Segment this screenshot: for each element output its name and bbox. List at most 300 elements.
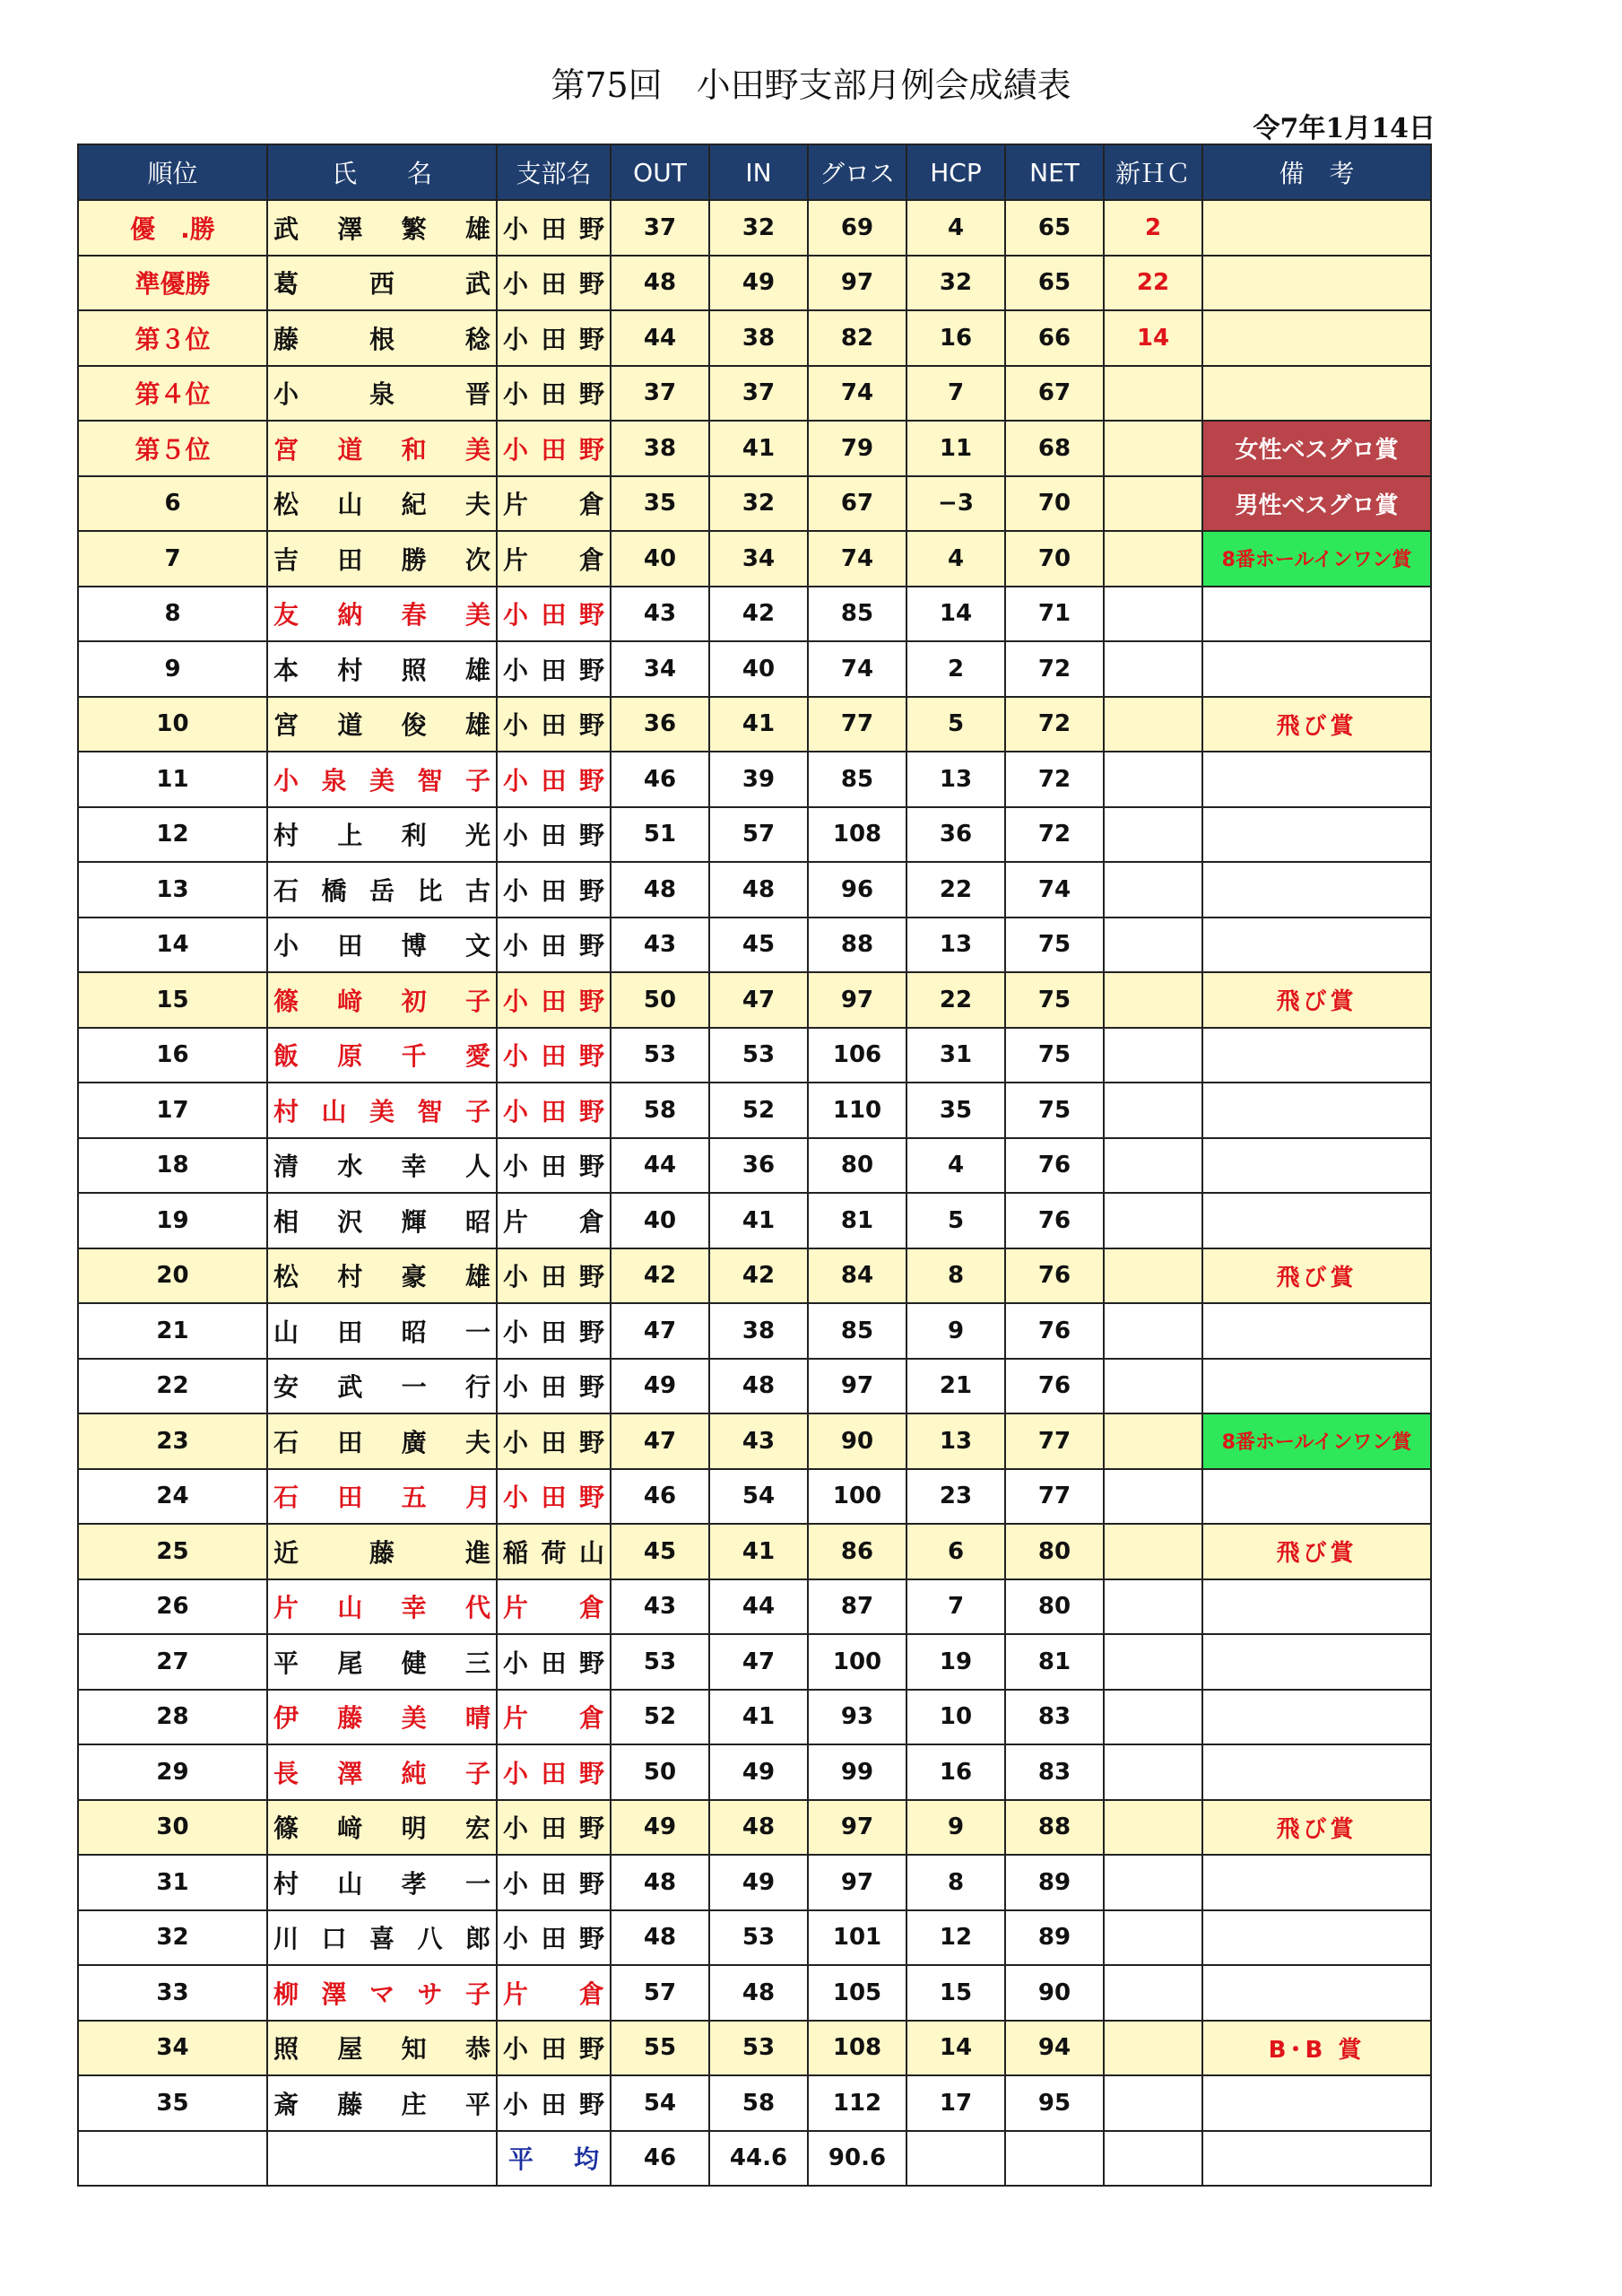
net-score: 76 [1005,1248,1104,1304]
rank-cell: 7 [78,531,267,587]
handicap: 22 [906,862,1005,918]
out-score: 37 [611,200,709,256]
net-score: 94 [1005,2021,1104,2076]
new-handicap [1104,1965,1202,2021]
table-row [78,1028,1431,1083]
average-blank-remark [1202,2131,1431,2187]
player-name: 藤 根 稔 [267,310,497,366]
net-score: 90 [1005,1965,1104,2021]
net-score: 80 [1005,1524,1104,1579]
in-score: 47 [709,1634,808,1690]
handicap: 14 [906,2021,1005,2076]
header-gross: グロス [808,144,906,200]
net-score: 72 [1005,752,1104,807]
player-name: 松 山 紀 夫 [267,476,497,532]
net-score: 89 [1005,1910,1104,1966]
remark: 飛び賞 [1202,697,1431,752]
gross-score: 100 [808,1634,906,1690]
out-score: 51 [611,807,709,863]
gross-score: 79 [808,421,906,476]
new-handicap [1104,366,1202,422]
remark [1202,807,1431,863]
table-row [78,1524,1431,1579]
in-score: 48 [709,1800,808,1856]
net-score: 95 [1005,2075,1104,2131]
new-handicap [1104,587,1202,642]
net-score: 66 [1005,310,1104,366]
remark [1202,1469,1431,1525]
net-score: 80 [1005,1579,1104,1635]
gross-score: 74 [808,366,906,422]
player-name: 武 澤 繁 雄 [267,200,497,256]
in-score: 36 [709,1138,808,1194]
remark [1202,2075,1431,2131]
new-handicap [1104,807,1202,863]
in-score: 32 [709,200,808,256]
net-score: 76 [1005,1359,1104,1414]
new-handicap [1104,421,1202,476]
player-name: 葛 西 武 [267,256,497,311]
results-table [77,144,1432,2187]
out-score: 53 [611,1634,709,1690]
remark [1202,310,1431,366]
gross-score: 77 [808,697,906,752]
header-rank: 順位 [78,144,267,200]
player-name: 村 山 美 智 子 [267,1083,497,1138]
table-row [78,1800,1431,1856]
table-row [78,697,1431,752]
branch-name: 小田野 [497,641,611,697]
new-handicap [1104,1855,1202,1910]
gross-score: 80 [808,1138,906,1194]
average-blank-hcp [906,2131,1005,2187]
gross-score: 108 [808,2021,906,2076]
handicap: 14 [906,587,1005,642]
gross-score: 85 [808,587,906,642]
gross-score: 69 [808,200,906,256]
new-handicap [1104,1690,1202,1745]
branch-name: 片倉 [497,1690,611,1745]
table-row [78,641,1431,697]
rank-cell: 準優勝 [78,256,267,311]
branch-name: 小田野 [497,310,611,366]
gross-score: 81 [808,1193,906,1248]
remark [1202,1138,1431,1194]
net-score: 72 [1005,697,1104,752]
gross-score: 97 [808,972,906,1028]
remark [1202,1193,1431,1248]
net-score: 72 [1005,807,1104,863]
report-date: 令7年1月14日 [1253,113,1436,144]
out-score: 40 [611,1193,709,1248]
in-score: 52 [709,1083,808,1138]
player-name: 吉 田 勝 次 [267,531,497,587]
handicap: 35 [906,1083,1005,1138]
average-in: 44.6 [709,2131,808,2187]
net-score: 65 [1005,256,1104,311]
branch-name: 小田野 [497,1413,611,1469]
handicap: 31 [906,1028,1005,1083]
player-name: 川 口 喜 八 郎 [267,1910,497,1966]
branch-name: 片倉 [497,1965,611,2021]
player-name: 斎 藤 庄 平 [267,2075,497,2131]
rank-cell: 11 [78,752,267,807]
player-name: 照 屋 知 恭 [267,2021,497,2076]
in-score: 53 [709,1910,808,1966]
in-score: 42 [709,1248,808,1304]
remark [1202,1855,1431,1910]
rank-cell: 35 [78,2075,267,2131]
new-handicap [1104,641,1202,697]
out-score: 48 [611,1910,709,1966]
rank-cell: 22 [78,1359,267,1414]
net-score: 72 [1005,641,1104,697]
table-row [78,1579,1431,1635]
rank-cell: 9 [78,641,267,697]
header-row [78,144,1431,200]
net-score: 81 [1005,1634,1104,1690]
remark [1202,1028,1431,1083]
out-score: 52 [611,1690,709,1745]
rank-cell: 33 [78,1965,267,2021]
handicap: 4 [906,200,1005,256]
handicap: 4 [906,1138,1005,1194]
out-score: 43 [611,1579,709,1635]
player-name: 山 田 昭 一 [267,1303,497,1359]
player-name: 友 納 春 美 [267,587,497,642]
table-row [78,1413,1431,1469]
net-score: 68 [1005,421,1104,476]
handicap: 13 [906,752,1005,807]
branch-name: 小田野 [497,1248,611,1304]
gross-score: 99 [808,1744,906,1800]
branch-name: 小田野 [497,366,611,422]
table-row [78,1083,1431,1138]
new-handicap [1104,1303,1202,1359]
handicap: 12 [906,1910,1005,1966]
table-row [78,1303,1431,1359]
rank-cell: 16 [78,1028,267,1083]
header-in: IN [709,144,808,200]
out-score: 53 [611,1028,709,1083]
table-row [78,807,1431,863]
handicap: 2 [906,641,1005,697]
net-score: 75 [1005,1083,1104,1138]
remark [1202,1910,1431,1966]
net-score: 83 [1005,1744,1104,1800]
branch-name: 小田野 [497,697,611,752]
remark [1202,587,1431,642]
header-name: 氏 名 [267,144,497,200]
player-name: 小 泉 晋 [267,366,497,422]
out-score: 34 [611,641,709,697]
out-score: 43 [611,918,709,973]
net-score: 88 [1005,1800,1104,1856]
remark [1202,1083,1431,1138]
out-score: 50 [611,1744,709,1800]
player-name: 石 橋 岳 比 古 [267,862,497,918]
in-score: 37 [709,366,808,422]
rank-cell: 23 [78,1413,267,1469]
gross-score: 74 [808,641,906,697]
rank-cell: 27 [78,1634,267,1690]
new-handicap [1104,972,1202,1028]
handicap: 10 [906,1690,1005,1745]
in-score: 41 [709,1524,808,1579]
table-row [78,421,1431,476]
new-handicap [1104,1744,1202,1800]
in-score: 47 [709,972,808,1028]
branch-name: 小田野 [497,421,611,476]
out-score: 50 [611,972,709,1028]
rank-cell: 10 [78,697,267,752]
branch-name: 小田野 [497,1359,611,1414]
player-name: 篠 﨑 明 宏 [267,1800,497,1856]
in-score: 40 [709,641,808,697]
handicap: 13 [906,1413,1005,1469]
branch-name: 片倉 [497,1193,611,1248]
in-score: 49 [709,256,808,311]
rank-cell: 14 [78,918,267,973]
table-row [78,1469,1431,1525]
table-row [78,310,1431,366]
table-row [78,476,1431,532]
rank-cell: 6 [78,476,267,532]
page-title: 第75回 小田野支部月例会成績表 [551,65,1071,105]
remark: 男性ベスグロ賞 [1202,476,1431,532]
in-score: 48 [709,862,808,918]
branch-name: 小田野 [497,752,611,807]
new-handicap [1104,1359,1202,1414]
branch-name: 小田野 [497,1469,611,1525]
table-row [78,1359,1431,1414]
out-score: 42 [611,1248,709,1304]
player-name: 伊 藤 美 晴 [267,1690,497,1745]
player-name: 清 水 幸 人 [267,1138,497,1194]
new-handicap [1104,752,1202,807]
out-score: 49 [611,1359,709,1414]
branch-name: 小田野 [497,1303,611,1359]
rank-cell: 17 [78,1083,267,1138]
table-row [78,1248,1431,1304]
new-handicap [1104,1800,1202,1856]
new-handicap [1104,1910,1202,1966]
out-score: 44 [611,1138,709,1194]
out-score: 46 [611,1469,709,1525]
branch-name: 小田野 [497,918,611,973]
in-score: 41 [709,421,808,476]
in-score: 44 [709,1579,808,1635]
rank-cell: 優 .勝 [78,200,267,256]
remark [1202,200,1431,256]
table-row [78,2075,1431,2131]
remark [1202,752,1431,807]
new-handicap [1104,1193,1202,1248]
remark [1202,1744,1431,1800]
gross-score: 97 [808,1855,906,1910]
remark [1202,1579,1431,1635]
table-row [78,1965,1431,2021]
player-name: 安 武 一 行 [267,1359,497,1414]
rank-cell: 13 [78,862,267,918]
net-score: 75 [1005,918,1104,973]
player-name: 片 山 幸 代 [267,1579,497,1635]
net-score: 77 [1005,1413,1104,1469]
results-body [78,200,1431,2131]
out-score: 49 [611,1800,709,1856]
player-name: 近 藤 進 [267,1524,497,1579]
branch-name: 小田野 [497,2021,611,2076]
net-score: 75 [1005,972,1104,1028]
branch-name: 稲荷山 [497,1524,611,1579]
table-row [78,1910,1431,1966]
gross-score: 88 [808,918,906,973]
gross-score: 108 [808,807,906,863]
new-handicap: 2 [1104,200,1202,256]
rank-cell: 34 [78,2021,267,2076]
player-name: 石 田 五 月 [267,1469,497,1525]
new-handicap [1104,1138,1202,1194]
in-score: 49 [709,1855,808,1910]
rank-cell: 32 [78,1910,267,1966]
out-score: 35 [611,476,709,532]
remark: 飛び賞 [1202,1524,1431,1579]
handicap: 5 [906,1193,1005,1248]
table-row [78,256,1431,311]
remark: 飛び賞 [1202,1248,1431,1304]
gross-score: 85 [808,752,906,807]
rank-cell: 29 [78,1744,267,1800]
out-score: 58 [611,1083,709,1138]
in-score: 32 [709,476,808,532]
average-blank-name [267,2131,497,2187]
out-score: 54 [611,2075,709,2131]
net-score: 71 [1005,587,1104,642]
player-name: 村 山 孝 一 [267,1855,497,1910]
out-score: 48 [611,256,709,311]
gross-score: 97 [808,256,906,311]
new-handicap [1104,862,1202,918]
new-handicap: 14 [1104,310,1202,366]
in-score: 54 [709,1469,808,1525]
gross-score: 93 [808,1690,906,1745]
handicap: 21 [906,1359,1005,1414]
remark: 8番ホールインワン賞 [1202,531,1431,587]
handicap: 32 [906,256,1005,311]
gross-score: 84 [808,1248,906,1304]
in-score: 42 [709,587,808,642]
remark [1202,1303,1431,1359]
player-name: 宮 道 和 美 [267,421,497,476]
handicap: 11 [906,421,1005,476]
rank-cell: 8 [78,587,267,642]
table-row [78,366,1431,422]
branch-name: 小田野 [497,1855,611,1910]
handicap: 5 [906,697,1005,752]
rank-cell: 15 [78,972,267,1028]
remark [1202,1634,1431,1690]
rank-cell: 第５位 [78,421,267,476]
player-name: 長 澤 純 子 [267,1744,497,1800]
table-row [78,752,1431,807]
branch-name: 片倉 [497,476,611,532]
player-name: 小 田 博 文 [267,918,497,973]
rank-cell: 19 [78,1193,267,1248]
branch-name: 小田野 [497,200,611,256]
in-score: 58 [709,2075,808,2131]
header-remarks: 備 考 [1202,144,1431,200]
out-score: 43 [611,587,709,642]
rank-cell: 30 [78,1800,267,1856]
remark [1202,641,1431,697]
new-handicap [1104,1413,1202,1469]
table-row [78,862,1431,918]
branch-name: 小田野 [497,1138,611,1194]
remark [1202,862,1431,918]
average-gross: 90.6 [808,2131,906,2187]
remark [1202,1359,1431,1414]
in-score: 48 [709,1359,808,1414]
rank-cell: 12 [78,807,267,863]
table-row [78,918,1431,973]
rank-cell: 24 [78,1469,267,1525]
player-name: 篠 﨑 初 子 [267,972,497,1028]
net-score: 77 [1005,1469,1104,1525]
player-name: 相 沢 輝 昭 [267,1193,497,1248]
gross-score: 97 [808,1800,906,1856]
table-row [78,1193,1431,1248]
handicap: 7 [906,366,1005,422]
net-score: 65 [1005,200,1104,256]
handicap: 9 [906,1303,1005,1359]
remark: B･B 賞 [1202,2021,1431,2076]
handicap: 4 [906,531,1005,587]
net-score: 76 [1005,1193,1104,1248]
out-score: 37 [611,366,709,422]
in-score: 53 [709,1028,808,1083]
out-score: 38 [611,421,709,476]
table-row [78,1634,1431,1690]
new-handicap [1104,1524,1202,1579]
new-handicap [1104,2075,1202,2131]
average-blank-newhc [1104,2131,1202,2187]
header-new-hc: 新ＨＣ [1104,144,1202,200]
in-score: 41 [709,1193,808,1248]
gross-score: 82 [808,310,906,366]
new-handicap [1104,1248,1202,1304]
branch-name: 小田野 [497,1910,611,1966]
branch-name: 小田野 [497,587,611,642]
out-score: 40 [611,531,709,587]
new-handicap [1104,1469,1202,1525]
in-score: 53 [709,2021,808,2076]
out-score: 45 [611,1524,709,1579]
player-name: 平 尾 健 三 [267,1634,497,1690]
new-handicap [1104,1083,1202,1138]
net-score: 75 [1005,1028,1104,1083]
gross-score: 87 [808,1579,906,1635]
handicap: 7 [906,1579,1005,1635]
net-score: 89 [1005,1855,1104,1910]
average-row [78,2131,1431,2187]
handicap: 16 [906,1744,1005,1800]
net-score: 70 [1005,476,1104,532]
remark [1202,366,1431,422]
gross-score: 112 [808,2075,906,2131]
new-handicap [1104,918,1202,973]
rank-cell: 28 [78,1690,267,1745]
out-score: 47 [611,1303,709,1359]
